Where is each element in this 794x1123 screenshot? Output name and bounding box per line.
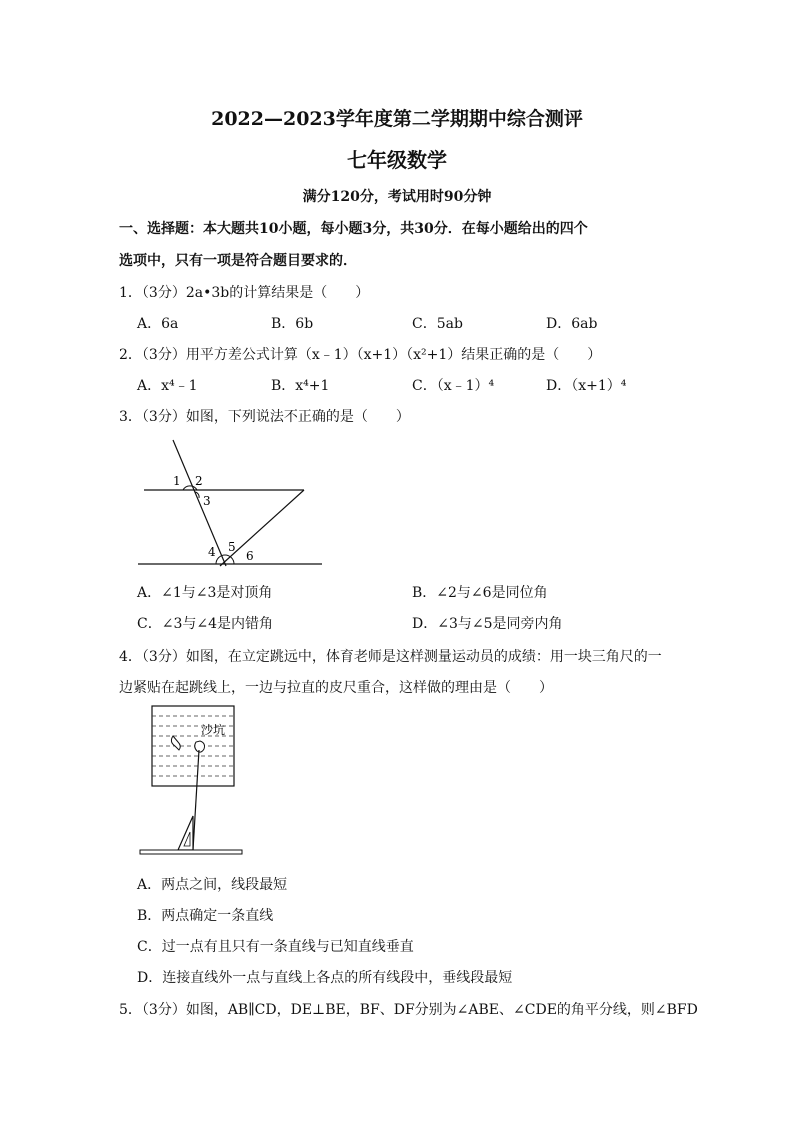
q4-option-b: B．两点确定一条直线 xyxy=(137,908,274,924)
q1-option-b: B．6b xyxy=(271,316,314,332)
question-5-stem: 5．（3分）如图，AB∥CD，DE⊥BE，BF、DF分别为∠ABE、∠CDE的角平分线，则∠BFD xyxy=(119,1002,698,1018)
take-off-line xyxy=(140,850,242,854)
angle-label-3: 3 xyxy=(203,494,211,508)
question-3-figure xyxy=(136,436,331,571)
q4-option-d: D．连接直线外一点与直线上各点的所有线段中，垂线段最短 xyxy=(137,970,513,986)
exam-title: 2022—2023学年度第二学期期中综合测评 xyxy=(211,108,583,130)
sand-pit-label: 沙坑 xyxy=(201,723,226,737)
q4-option-a: A．两点之间，线段最短 xyxy=(137,877,288,893)
question-2-stem: 2．（3分）用平方差公式计算（x﹣1）（x+1）（x²+1）结果正确的是（ ） xyxy=(119,347,602,363)
angle-label-6: 6 xyxy=(246,549,254,563)
section-heading-line2: 选项中，只有一项是符合题目要求的． xyxy=(119,253,357,269)
q4-option-c: C．过一点有且只有一条直线与已知直线垂直 xyxy=(137,939,414,955)
set-square xyxy=(178,816,193,850)
question-1-stem: 1．（3分）2a•3b的计算结果是（ ） xyxy=(119,285,370,301)
q2-option-b: B．x⁴+1 xyxy=(271,378,330,394)
q3-option-a: A．∠1与∠3是对顶角 xyxy=(137,585,273,601)
q3-option-c: C．∠3与∠4是内错角 xyxy=(137,616,273,632)
angle-label-1: 1 xyxy=(173,474,181,488)
exam-note: 满分120分，考试用时90分钟 xyxy=(302,189,492,205)
q1-option-c: C．5ab xyxy=(412,316,463,332)
angle-label-4: 4 xyxy=(208,545,216,559)
footprint-left xyxy=(171,736,180,750)
question-4-figure xyxy=(136,704,248,856)
slanted-line xyxy=(220,490,304,566)
q2-option-a: A．x⁴﹣1 xyxy=(137,378,198,394)
question-3-stem: 3．（3分）如图，下列说法不正确的是（ ） xyxy=(119,409,410,425)
q3-option-b: B．∠2与∠6是同位角 xyxy=(412,585,548,601)
q3-option-d: D．∠3与∠5是同旁内角 xyxy=(412,616,563,632)
exam-subtitle: 七年级数学 xyxy=(347,148,447,172)
question-4-stem-line2: 边紧贴在起跳线上，一边与拉直的皮尺重合，这样做的理由是（ ） xyxy=(119,680,553,696)
q2-option-d: D．（x+1）⁴ xyxy=(546,378,627,394)
angle-label-5: 5 xyxy=(228,540,236,554)
measuring-tape xyxy=(193,750,199,850)
q1-option-d: D．6ab xyxy=(546,316,598,332)
angle-label-2: 2 xyxy=(195,474,203,488)
q1-option-a: A．6a xyxy=(137,316,179,332)
transversal-line xyxy=(173,440,226,566)
section-heading-line1: 一、选择题：本大题共10小题，每小题3分，共30分．在每小题给出的四个 xyxy=(119,221,588,237)
question-4-stem-line1: 4．（3分）如图，在立定跳远中，体育老师是这样测量运动员的成绩：用一块三角尺的一 xyxy=(119,649,662,665)
sand-pit xyxy=(152,706,234,786)
footprint-right xyxy=(195,741,205,752)
q2-option-c: C．（x﹣1）⁴ xyxy=(412,378,495,394)
